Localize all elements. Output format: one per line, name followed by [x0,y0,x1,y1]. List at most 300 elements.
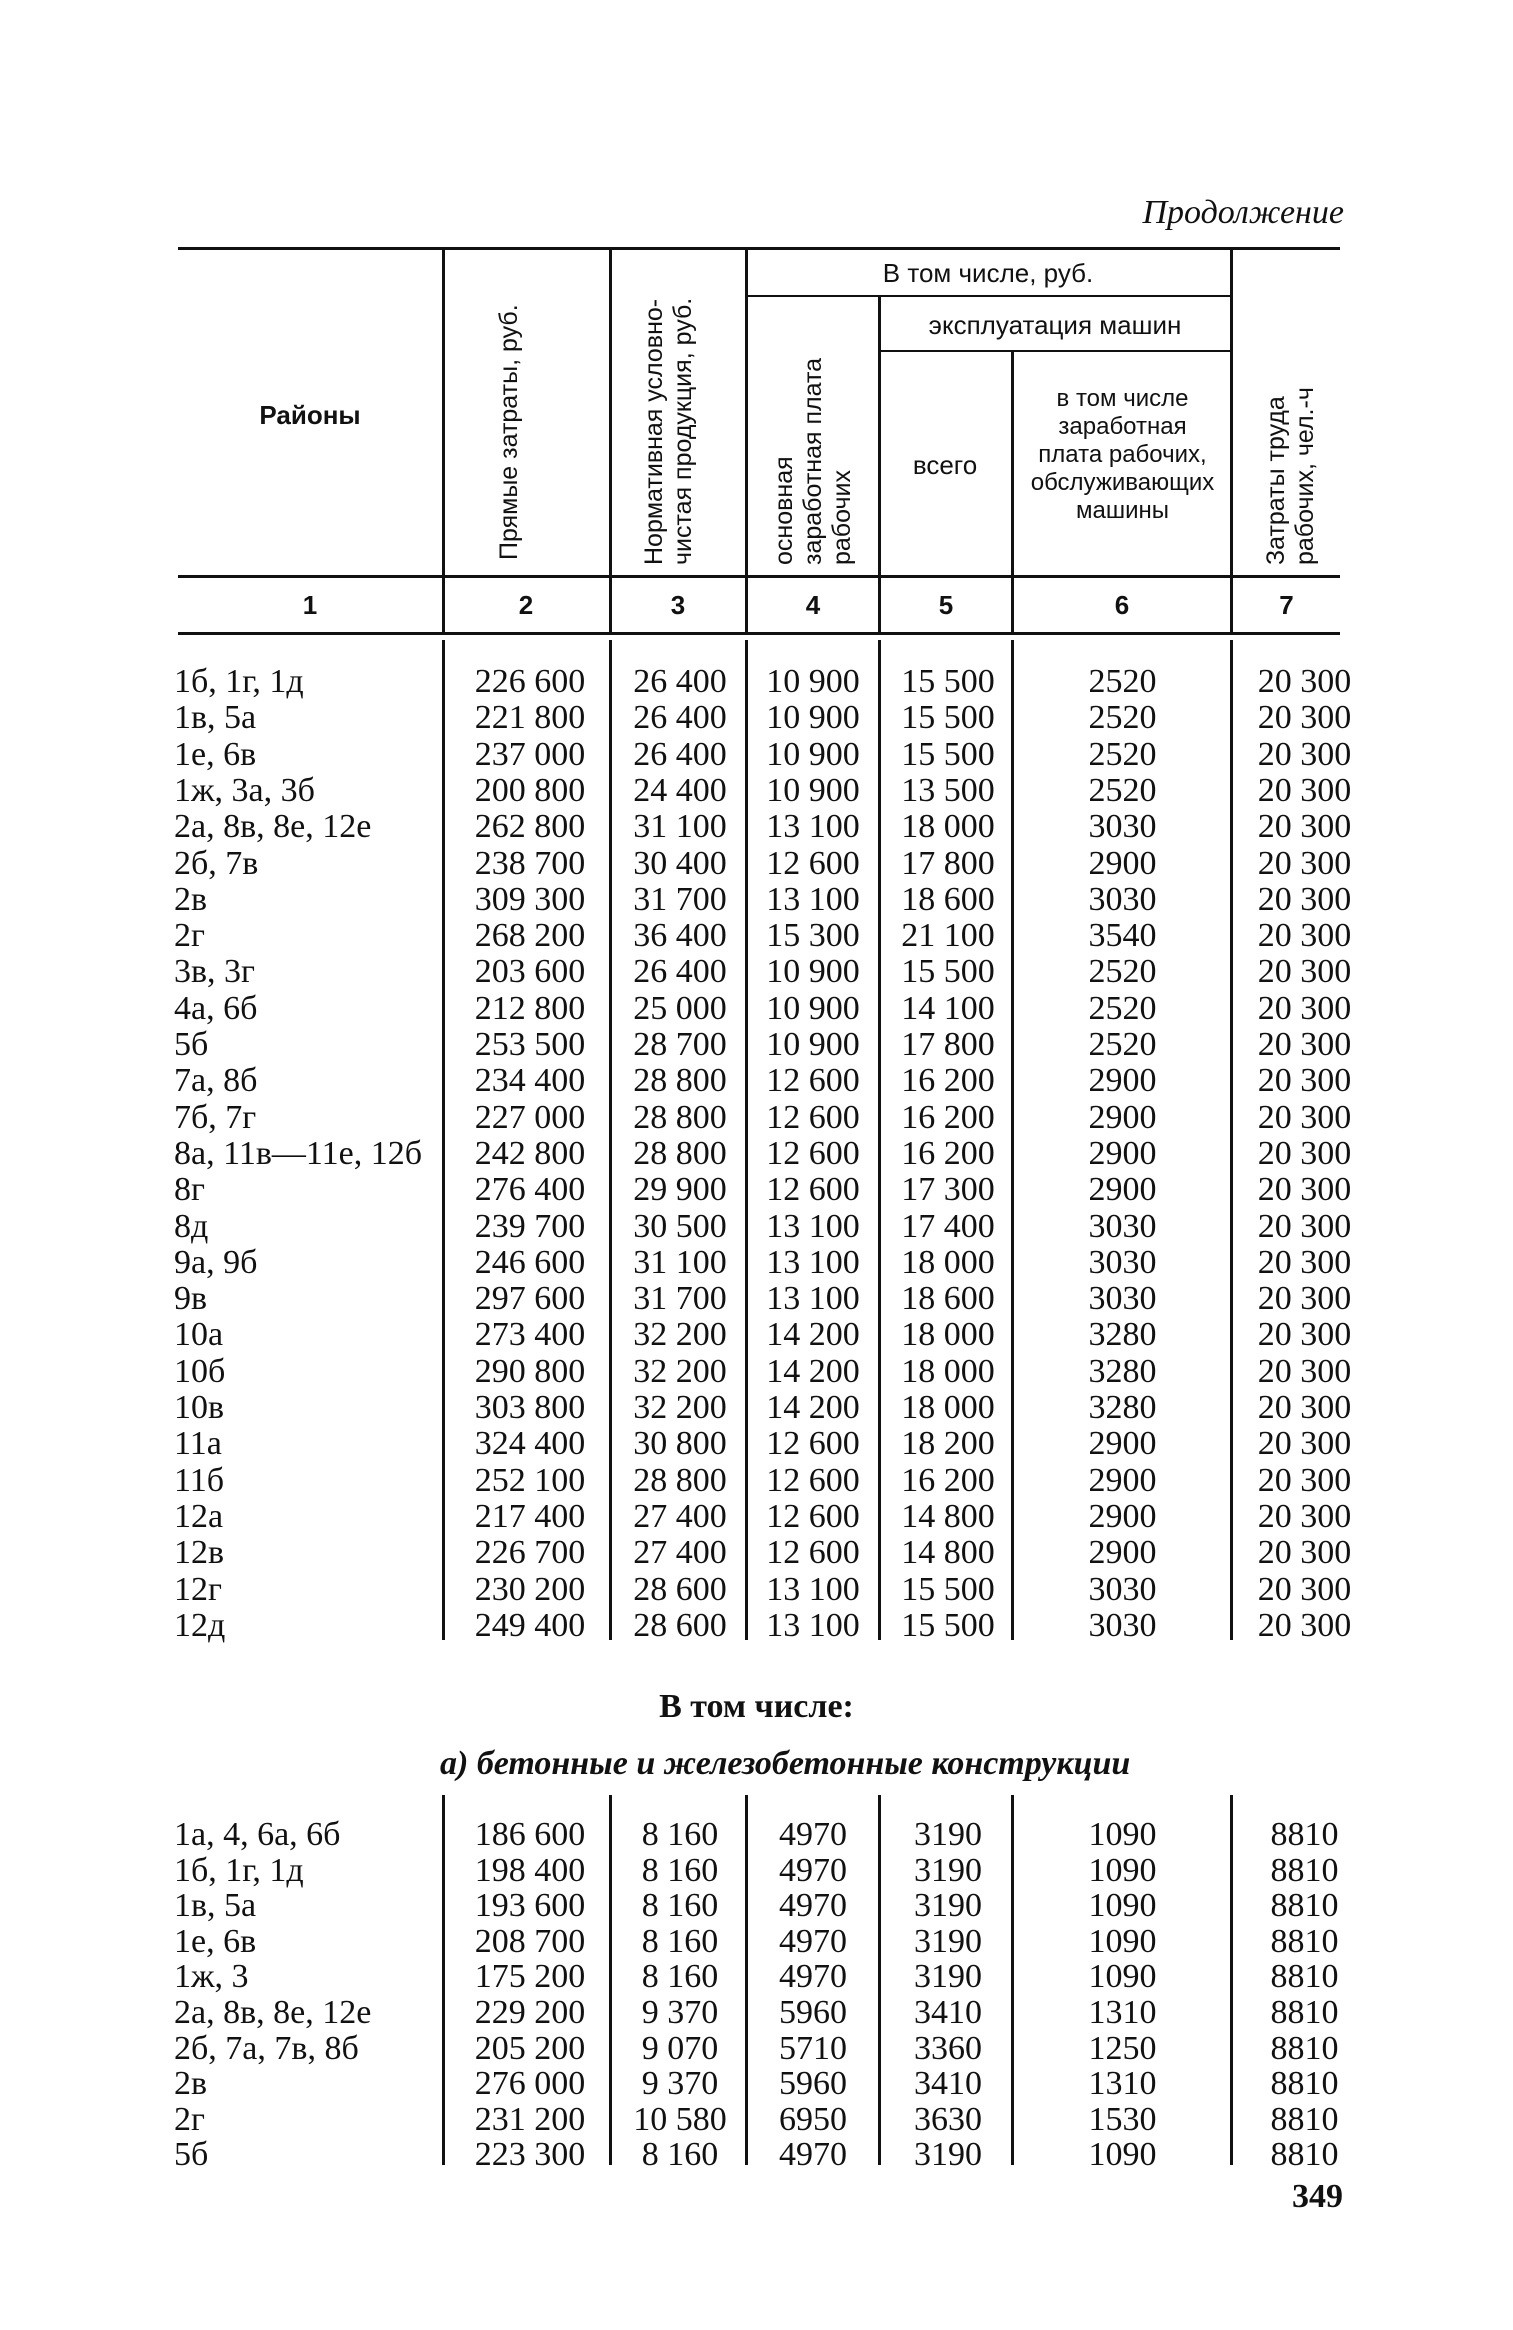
header-col6: в том числе заработная плата рабочих, обслуживающих машины [1030,385,1215,524]
cell-direct-costs: 200 800 [474,771,586,809]
cell-direct-costs: 276 000 [474,2065,586,2103]
cell-machine-wages: 3540 [1088,917,1157,955]
cell-net-product: 28 800 [633,1461,727,1499]
cell-district: 2б, 7в [174,844,259,882]
cell-direct-costs: 262 800 [474,808,586,846]
main-table-row [0,954,1513,990]
cell-net-product: 26 400 [633,735,727,773]
cell-direct-costs: 309 300 [474,880,586,918]
header-number-6: 6 [1114,590,1130,620]
cell-machine-wages: 3280 [1088,1316,1157,1354]
cell-direct-costs: 221 800 [474,699,586,737]
main-table-row [0,1499,1513,1535]
cell-labor-costs: 20 300 [1257,808,1352,846]
cell-machines-total: 18 200 [901,1425,995,1463]
cell-labor-costs: 8810 [1270,2100,1339,2138]
cell-machine-wages: 1090 [1088,1816,1157,1853]
cell-labor-costs: 20 300 [1257,699,1352,737]
cell-machine-wages: 2520 [1088,989,1157,1027]
header-number-1: 1 [302,590,318,620]
cell-machine-wages: 2520 [1088,1026,1157,1063]
main-table-row [0,1572,1513,1608]
header-col4: основная заработная плата рабочих [770,357,856,565]
main-table-row [0,1426,1513,1462]
cell-base-wages: 5960 [779,2065,847,2103]
header-vline-1 [442,250,445,632]
cell-labor-costs: 20 300 [1257,1171,1352,1209]
cell-direct-costs: 234 400 [474,1062,586,1100]
cell-machine-wages: 2520 [1088,735,1157,773]
main-table-row [0,1535,1513,1571]
header-number-4: 4 [805,590,821,620]
cell-base-wages: 12 600 [766,1134,860,1172]
cell-district: 1е, 6в [174,735,257,773]
cell-machine-wages: 2900 [1088,1425,1157,1463]
header-col2: Прямые затраты, руб. [495,304,523,560]
cell-machine-wages: 3030 [1088,880,1157,918]
cell-machines-total: 13 500 [901,771,995,809]
cell-machine-wages: 1250 [1088,2029,1157,2067]
cell-direct-costs: 203 600 [474,953,586,991]
cell-machine-wages: 3030 [1088,1243,1157,1281]
cell-machine-wages: 2520 [1088,771,1157,809]
cell-machine-wages: 1310 [1088,1994,1157,2031]
cell-district: 2г [174,2100,205,2138]
cell-net-product: 29 900 [633,1171,727,1209]
cell-net-product: 9 370 [641,2065,719,2103]
cell-machines-total: 3630 [914,2100,982,2138]
cell-machine-wages: 2900 [1088,1098,1157,1136]
cell-district: 2в [174,880,208,918]
cell-base-wages: 14 200 [766,1316,860,1354]
header-group-machines: эксплуатация машин [928,310,1182,340]
main-table-row [0,809,1513,845]
cell-district: 1б, 1г, 1д [174,663,304,700]
cell-labor-costs: 20 300 [1257,1062,1352,1100]
header-number-5: 5 [938,590,954,620]
cell-net-product: 31 100 [633,808,727,846]
cell-district: 5б [174,2136,209,2174]
cell-base-wages: 4970 [779,2136,847,2174]
cell-labor-costs: 8810 [1270,1994,1339,2031]
cell-machines-total: 15 500 [901,663,995,700]
cell-district: 2а, 8в, 8е, 12е [174,1994,372,2031]
cell-district: 1а, 4, 6а, 6б [174,1816,341,1853]
cell-machines-total: 16 200 [901,1062,995,1100]
cell-labor-costs: 20 300 [1257,1134,1352,1172]
cell-net-product: 24 400 [633,771,727,809]
cell-net-product: 8 160 [641,1887,719,1925]
main-table-row [0,1390,1513,1426]
cell-base-wages: 12 600 [766,1497,860,1535]
cell-machines-total: 3190 [914,2136,982,2174]
cell-labor-costs: 20 300 [1257,1026,1352,1063]
cell-net-product: 30 800 [633,1425,727,1463]
main-table-row [0,1172,1513,1208]
cell-machines-total: 18 600 [901,1280,995,1318]
cell-net-product: 9 070 [641,2029,719,2067]
cell-base-wages: 14 200 [766,1389,860,1426]
cell-net-product: 28 800 [633,1098,727,1136]
cell-labor-costs: 20 300 [1257,1098,1352,1136]
main-table-row [0,1027,1513,1063]
cell-district: 2б, 7а, 7в, 8б [174,2029,359,2067]
cell-machine-wages: 2520 [1088,953,1157,991]
cell-district: 3в, 3г [174,953,255,991]
cell-district: 9а, 9б [174,1243,258,1281]
cell-direct-costs: 290 800 [474,1352,586,1390]
cell-net-product: 32 200 [633,1316,727,1354]
cell-labor-costs: 20 300 [1257,1316,1352,1354]
cell-base-wages: 13 100 [766,1280,860,1318]
cell-labor-costs: 8810 [1270,1958,1339,1996]
cell-net-product: 8 160 [641,1816,719,1853]
cell-district: 1ж, 3а, 3б [174,771,315,809]
main-table-row [0,1063,1513,1099]
cell-machine-wages: 2520 [1088,699,1157,737]
cell-net-product: 30 400 [633,844,727,882]
cell-base-wages: 13 100 [766,1207,860,1245]
cell-direct-costs: 208 700 [474,1922,586,1960]
cell-district: 7а, 8б [174,1062,258,1100]
cell-direct-costs: 227 000 [474,1098,586,1136]
cell-district: 10а [174,1316,224,1354]
cell-base-wages: 13 100 [766,1606,860,1644]
cell-machines-total: 3410 [914,1994,982,2031]
cell-labor-costs: 20 300 [1257,1280,1352,1318]
cell-base-wages: 13 100 [766,1243,860,1281]
subsection-subtitle: а) бетонные и железобетонные конструкции [440,1745,1131,1782]
cell-labor-costs: 20 300 [1257,989,1352,1027]
cell-labor-costs: 8810 [1270,1816,1339,1853]
cell-net-product: 28 800 [633,1134,727,1172]
cell-labor-costs: 20 300 [1257,1534,1352,1572]
cell-net-product: 10 580 [633,2100,727,2138]
cell-labor-costs: 8810 [1270,1851,1339,1889]
cell-machine-wages: 2900 [1088,1497,1157,1535]
cell-labor-costs: 20 300 [1257,844,1352,882]
cell-machines-total: 17 400 [901,1207,995,1245]
cell-base-wages: 10 900 [766,989,860,1027]
cell-machine-wages: 3280 [1088,1352,1157,1390]
subsection-title: В том числе: [659,1688,854,1725]
cell-district: 8д [174,1207,209,1245]
cell-district: 1ж, 3 [174,1958,249,1996]
cell-direct-costs: 246 600 [474,1243,586,1281]
header-col5: всего [912,450,978,480]
cell-machines-total: 15 500 [901,1570,995,1608]
cell-machines-total: 14 100 [901,989,995,1027]
cell-machine-wages: 2900 [1088,1534,1157,1572]
cell-direct-costs: 268 200 [474,917,586,955]
cell-machines-total: 18 000 [901,1352,995,1390]
cell-direct-costs: 193 600 [474,1887,586,1925]
cell-district: 5б [174,1026,209,1063]
cell-net-product: 31 100 [633,1243,727,1281]
cell-base-wages: 12 600 [766,1461,860,1499]
cell-net-product: 8 160 [641,1851,719,1889]
cell-machines-total: 3410 [914,2065,982,2103]
cell-net-product: 28 600 [633,1606,727,1644]
cell-labor-costs: 20 300 [1257,917,1352,955]
cell-direct-costs: 217 400 [474,1497,586,1535]
cell-machines-total: 16 200 [901,1134,995,1172]
main-table-row [0,1608,1513,1644]
sub-table-row [0,2066,1513,2102]
sub-table-row [0,2031,1513,2067]
cell-base-wages: 12 600 [766,844,860,882]
cell-labor-costs: 8810 [1270,2029,1339,2067]
cell-district: 1е, 6в [174,1922,257,1960]
cell-base-wages: 4970 [779,1958,847,1996]
cell-district: 12а [174,1497,224,1535]
cell-machines-total: 3360 [914,2029,982,2067]
cell-labor-costs: 20 300 [1257,1207,1352,1245]
cell-district: 9в [174,1280,208,1318]
main-table-row [0,846,1513,882]
cell-machines-total: 18 000 [901,1389,995,1426]
cell-machines-total: 16 200 [901,1461,995,1499]
cell-machine-wages: 2900 [1088,844,1157,882]
cell-direct-costs: 205 200 [474,2029,586,2067]
cell-base-wages: 10 900 [766,663,860,700]
group-rule [746,295,1232,297]
main-table-row [0,1463,1513,1499]
header-vline-6 [1230,250,1233,632]
cell-base-wages: 15 300 [766,917,860,955]
cell-machine-wages: 3030 [1088,1570,1157,1608]
cell-district: 11б [174,1461,225,1499]
cell-labor-costs: 8810 [1270,2136,1339,2174]
main-table-row [0,1281,1513,1317]
cell-base-wages: 6950 [779,2100,847,2138]
cell-direct-costs: 273 400 [474,1316,586,1354]
cell-direct-costs: 231 200 [474,2100,586,2138]
cell-net-product: 8 160 [641,1922,719,1960]
cell-direct-costs: 212 800 [474,989,586,1027]
cell-machine-wages: 3030 [1088,808,1157,846]
header-number-2: 2 [518,590,534,620]
cell-labor-costs: 20 300 [1257,771,1352,809]
continued-label: Продолжение [1142,194,1344,231]
cell-direct-costs: 276 400 [474,1171,586,1209]
cell-net-product: 28 800 [633,1062,727,1100]
cell-net-product: 32 200 [633,1389,727,1426]
cell-district: 8а, 11в—11е, 12б [174,1134,423,1172]
cell-net-product: 26 400 [633,953,727,991]
cell-labor-costs: 8810 [1270,2065,1339,2103]
cell-machine-wages: 1090 [1088,1922,1157,1960]
cell-machine-wages: 2900 [1088,1134,1157,1172]
sub-table-row [0,1888,1513,1924]
cell-machines-total: 14 800 [901,1497,995,1535]
header-col1: Районы [259,400,361,430]
cell-base-wages: 13 100 [766,880,860,918]
main-table-row [0,1100,1513,1136]
header-vline-2 [609,250,612,632]
header-number-7: 7 [1279,590,1294,620]
cell-base-wages: 12 600 [766,1534,860,1572]
cell-direct-costs: 237 000 [474,735,586,773]
cell-net-product: 8 160 [641,1958,719,1996]
main-table-row [0,664,1513,700]
cell-machine-wages: 2900 [1088,1171,1157,1209]
cell-machine-wages: 1090 [1088,1887,1157,1925]
cell-direct-costs: 239 700 [474,1207,586,1245]
page-number: 349 [1292,2178,1343,2215]
cell-district: 12в [174,1534,225,1572]
cell-district: 2г [174,917,205,955]
cell-machines-total: 18 000 [901,1316,995,1354]
cell-machine-wages: 2900 [1088,1461,1157,1499]
cell-labor-costs: 20 300 [1257,1389,1352,1426]
cell-base-wages: 10 900 [766,953,860,991]
cell-base-wages: 12 600 [766,1171,860,1209]
cell-direct-costs: 230 200 [474,1570,586,1608]
cell-machines-total: 15 500 [901,1606,995,1644]
cell-direct-costs: 226 600 [474,663,586,700]
cell-district: 1в, 5а [174,1887,257,1925]
cell-machines-total: 15 500 [901,953,995,991]
main-table-row [0,882,1513,918]
sub-table-row [0,1924,1513,1960]
cell-net-product: 28 600 [633,1570,727,1608]
cell-machine-wages: 3030 [1088,1606,1157,1644]
cell-net-product: 8 160 [641,2136,719,2174]
cell-net-product: 26 400 [633,699,727,737]
sub-table-row [0,1995,1513,2031]
main-table-row [0,1209,1513,1245]
cell-base-wages: 12 600 [766,1098,860,1136]
cell-machines-total: 18 600 [901,880,995,918]
cell-district: 10б [174,1352,226,1390]
cell-district: 2а, 8в, 8е, 12е [174,808,372,846]
cell-net-product: 36 400 [633,917,727,955]
cell-direct-costs: 186 600 [474,1816,586,1853]
main-table-row [0,1245,1513,1281]
cell-labor-costs: 20 300 [1257,1425,1352,1463]
numbers-bottom-rule [178,632,1340,635]
cell-direct-costs: 223 300 [474,2136,586,2174]
cell-net-product: 31 700 [633,1280,727,1318]
cell-labor-costs: 20 300 [1257,1352,1352,1390]
machines-rule [880,350,1232,352]
cell-base-wages: 12 600 [766,1425,860,1463]
cell-base-wages: 13 100 [766,808,860,846]
cell-base-wages: 10 900 [766,699,860,737]
cell-direct-costs: 324 400 [474,1425,586,1463]
cell-machines-total: 3190 [914,1922,982,1960]
main-table-row [0,918,1513,954]
cell-machines-total: 17 300 [901,1171,995,1209]
cell-base-wages: 4970 [779,1851,847,1889]
cell-net-product: 27 400 [633,1534,727,1572]
cell-direct-costs: 238 700 [474,844,586,882]
cell-machine-wages: 3280 [1088,1389,1157,1426]
cell-district: 2в [174,2065,208,2103]
cell-net-product: 30 500 [633,1207,727,1245]
cell-machine-wages: 1310 [1088,2065,1157,2103]
cell-district: 11а [174,1425,222,1463]
cell-base-wages: 14 200 [766,1352,860,1390]
cell-district: 4а, 6б [174,989,258,1027]
cell-base-wages: 10 900 [766,735,860,773]
sub-table-row [0,2137,1513,2173]
cell-labor-costs: 20 300 [1257,880,1352,918]
main-table-row [0,1136,1513,1172]
cell-machines-total: 3190 [914,1851,982,1889]
main-table-row [0,773,1513,809]
cell-district: 7б, 7г [174,1098,257,1136]
cell-labor-costs: 8810 [1270,1887,1339,1925]
header-number-3: 3 [670,590,686,620]
cell-labor-costs: 20 300 [1257,1497,1352,1535]
cell-machine-wages: 2520 [1088,663,1157,700]
sub-table-row [0,1853,1513,1889]
main-table-row [0,991,1513,1027]
cell-base-wages: 4970 [779,1922,847,1960]
cell-machine-wages: 3030 [1088,1280,1157,1318]
header-top-rule [178,247,1340,250]
cell-base-wages: 4970 [779,1887,847,1925]
cell-base-wages: 5710 [779,2029,847,2067]
cell-district: 10в [174,1389,225,1426]
cell-machines-total: 14 800 [901,1534,995,1572]
cell-machines-total: 3190 [914,1958,982,1996]
cell-net-product: 25 000 [633,989,727,1027]
cell-labor-costs: 20 300 [1257,1461,1352,1499]
cell-district: 1в, 5а [174,699,257,737]
cell-district: 1б, 1г, 1д [174,1851,304,1889]
sub-table-row [0,2102,1513,2138]
cell-machine-wages: 1530 [1088,2100,1157,2138]
cell-direct-costs: 252 100 [474,1461,586,1499]
main-table-row [0,700,1513,736]
cell-net-product: 27 400 [633,1497,727,1535]
cell-machines-total: 3190 [914,1887,982,1925]
cell-direct-costs: 249 400 [474,1606,586,1644]
cell-machines-total: 21 100 [901,917,995,955]
cell-machine-wages: 1090 [1088,2136,1157,2174]
cell-direct-costs: 242 800 [474,1134,586,1172]
cell-machines-total: 17 800 [901,1026,995,1063]
cell-direct-costs: 226 700 [474,1534,586,1572]
cell-base-wages: 4970 [779,1816,847,1853]
cell-machines-total: 18 000 [901,1243,995,1281]
sub-table-row [0,1959,1513,1995]
cell-machines-total: 17 800 [901,844,995,882]
cell-district: 12г [174,1570,222,1608]
cell-base-wages: 10 900 [766,771,860,809]
cell-base-wages: 13 100 [766,1570,860,1608]
cell-direct-costs: 253 500 [474,1026,586,1063]
header-col3: Нормативная условно-чистая продукция, руб. [640,297,697,565]
cell-labor-costs: 20 300 [1257,663,1352,700]
cell-net-product: 28 700 [633,1026,727,1063]
cell-labor-costs: 8810 [1270,1922,1339,1960]
cell-machine-wages: 1090 [1088,1851,1157,1889]
cell-direct-costs: 303 800 [474,1389,586,1426]
cell-net-product: 31 700 [633,880,727,918]
main-table-row [0,1317,1513,1353]
cell-base-wages: 10 900 [766,1026,860,1063]
cell-labor-costs: 20 300 [1257,735,1352,773]
header-col7: Затраты труда рабочих, чел.-ч [1262,387,1319,565]
cell-machine-wages: 3030 [1088,1207,1157,1245]
cell-direct-costs: 297 600 [474,1280,586,1318]
cell-district: 8г [174,1171,205,1209]
cell-labor-costs: 20 300 [1257,1243,1352,1281]
